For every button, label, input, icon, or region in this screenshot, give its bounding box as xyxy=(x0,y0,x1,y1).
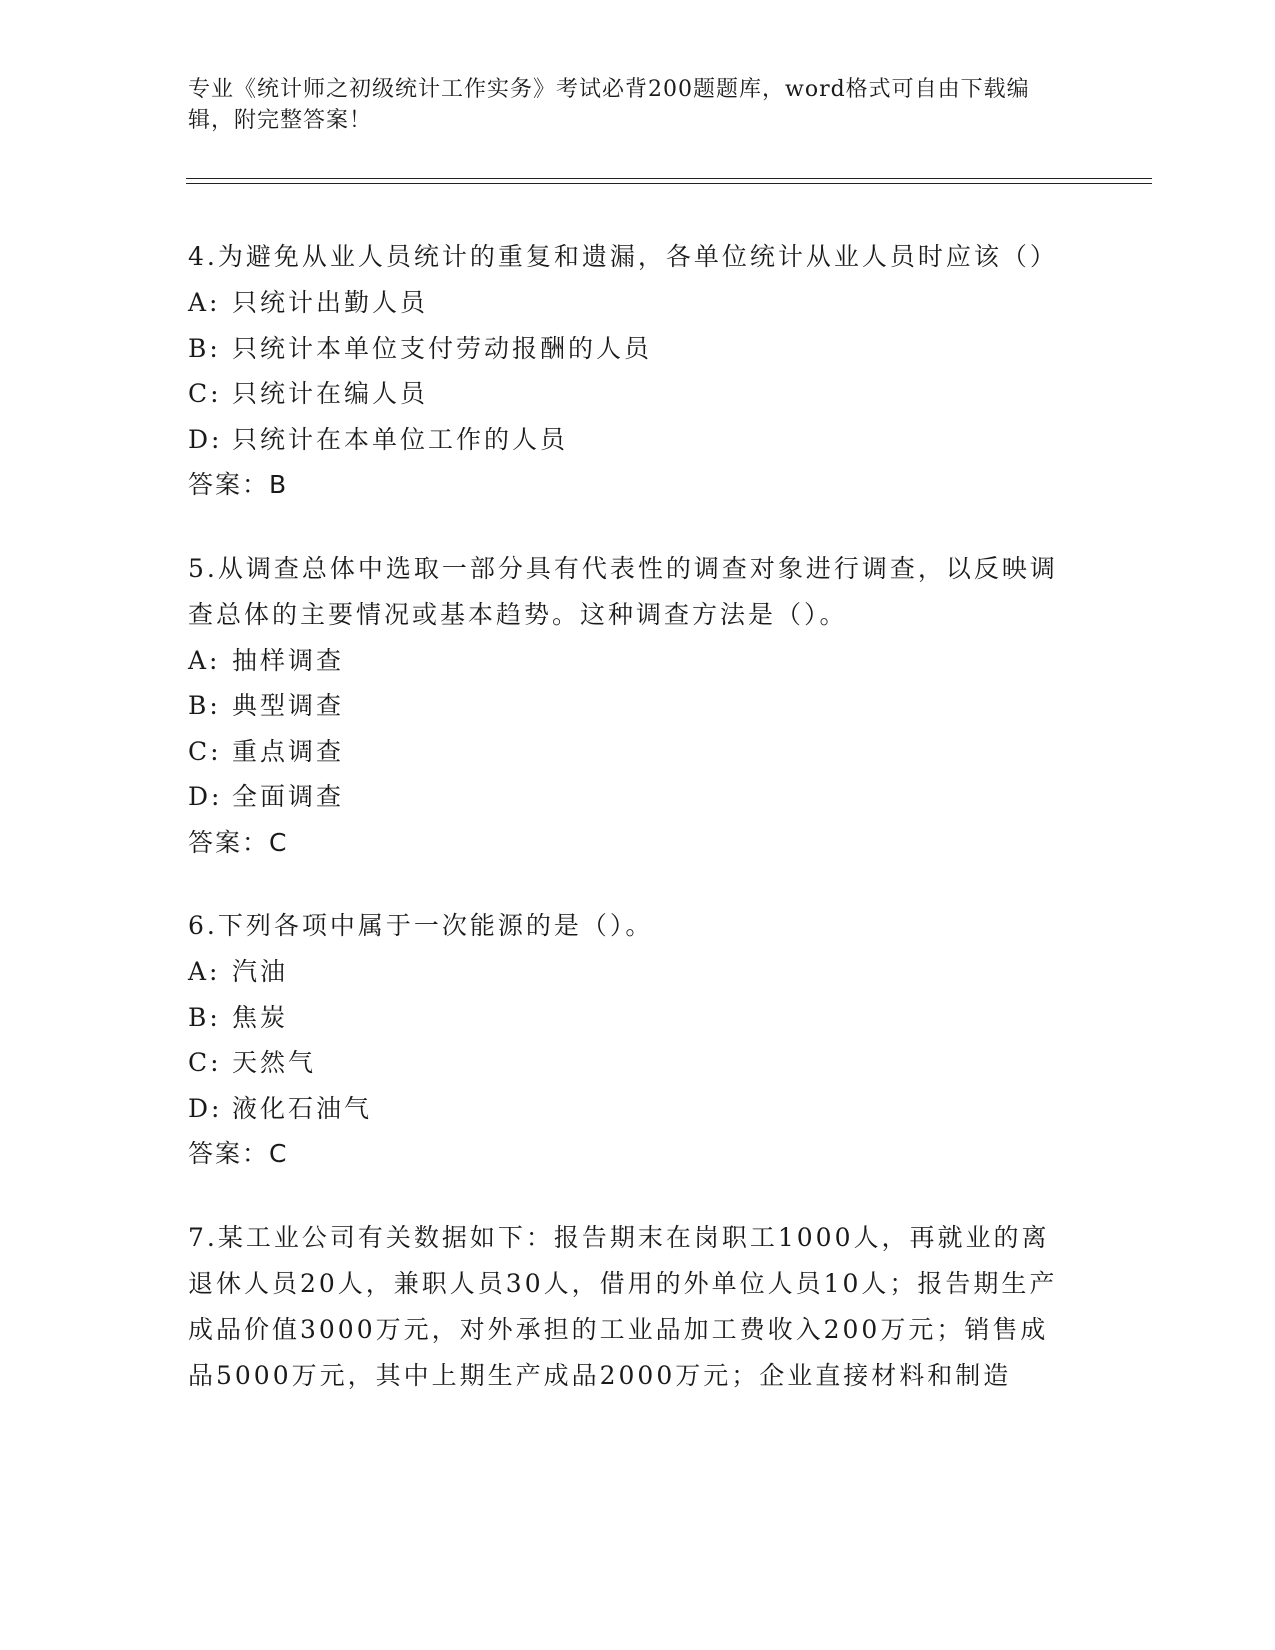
option-text: 全面调查 xyxy=(232,782,345,811)
option-text: 只统计本单位支付劳动报酬的人员 xyxy=(232,333,653,363)
option-text: 焦炭 xyxy=(232,1002,289,1032)
question-text: 4.为避免从业人员统计的重复和遗漏，各单位统计从业人员时应该（） xyxy=(188,242,1058,271)
option-d xyxy=(188,774,1068,820)
option-text: 只统计在本单位工作的人员 xyxy=(232,424,569,454)
option-text: 重点调查 xyxy=(232,736,345,766)
question-text: 7.某工业公司有关数据如下：报告期末在岗职工1000人，再就业的离退休人员20人，兼职人员30人，借用的外单位人员10人；报告期生产成品价值3000万元，对外承担的工业品加工费收入200万元；销售成品5000万元，其中上期生产成品2000万元；企业直接材料和制造 xyxy=(188,1222,1058,1390)
option-key: D: xyxy=(188,424,223,454)
option-key: D: xyxy=(188,782,223,811)
option-text: 液化石油气 xyxy=(232,1093,373,1123)
question-7 xyxy=(188,1215,1068,1399)
header-rule-bottom xyxy=(186,183,1152,184)
option-text: 典型调查 xyxy=(232,691,345,720)
option-d xyxy=(188,417,1068,463)
document-header: 专业《统计师之初级统计工作实务》考试必背200题题库，word格式可自由下载编辑，附完整答案！ xyxy=(188,77,1030,133)
question-5 xyxy=(188,546,1068,866)
option-key: A: xyxy=(188,957,221,986)
option-key: B: xyxy=(188,1002,221,1032)
question-6 xyxy=(188,903,1068,1177)
option-key: A: xyxy=(188,288,221,317)
option-key: C: xyxy=(188,1048,222,1077)
answer: 答案：C xyxy=(188,1139,289,1168)
option-text: 抽样调查 xyxy=(232,645,345,675)
option-key: A: xyxy=(188,645,221,675)
question-text: 6.下列各项中属于一次能源的是（）。 xyxy=(188,911,654,940)
option-b xyxy=(188,995,1068,1041)
option-key: B: xyxy=(188,333,221,363)
option-text: 只统计在编人员 xyxy=(232,379,429,408)
option-b xyxy=(188,683,1068,729)
option-d xyxy=(188,1086,1068,1132)
question-4 xyxy=(188,234,1068,508)
option-b xyxy=(188,326,1068,372)
option-c xyxy=(188,371,1068,417)
option-a xyxy=(188,949,1068,995)
answer: 答案：B xyxy=(188,470,289,499)
option-key: C: xyxy=(188,736,222,766)
header-rule-top xyxy=(186,178,1152,179)
question-text: 5.从调查总体中选取一部分具有代表性的调查对象进行调查，以反映调查总体的主要情况或基本趋势。这种调查方法是（）。 xyxy=(188,553,1058,629)
answer: 答案：C xyxy=(188,827,289,857)
option-key: B: xyxy=(188,691,221,720)
option-a xyxy=(188,638,1068,684)
option-a xyxy=(188,280,1068,326)
option-text: 天然气 xyxy=(232,1048,317,1077)
option-text: 汽油 xyxy=(232,957,289,986)
question-list xyxy=(188,234,1068,1437)
option-key: D: xyxy=(188,1093,223,1123)
option-c xyxy=(188,729,1068,775)
option-key: C: xyxy=(188,379,222,408)
option-c xyxy=(188,1040,1068,1086)
option-text: 只统计出勤人员 xyxy=(232,288,429,317)
